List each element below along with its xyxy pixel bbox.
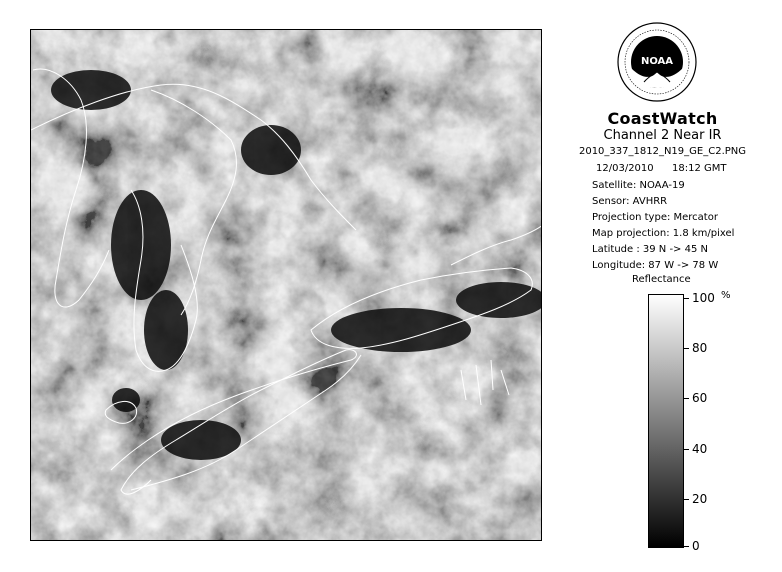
- satellite-line: Satellite: NOAA-19: [592, 180, 685, 191]
- colorbar-tick-label: 0: [692, 539, 700, 553]
- colorbar-tick: [684, 298, 689, 299]
- file-name: 2010_337_1812_N19_GE_C2.PNG: [578, 146, 747, 157]
- map-projection-line: Map projection: 1.8 km/pixel: [592, 228, 735, 239]
- longitude-line: Longitude: 87 W -> 78 W: [592, 260, 719, 271]
- colorbar-tick: [684, 546, 689, 547]
- latitude-line: Latitude : 39 N -> 45 N: [592, 244, 708, 255]
- projection-type-line: Projection type: Mercator: [592, 212, 718, 223]
- sensor-line: Sensor: AVHRR: [592, 196, 668, 207]
- colorbar-tick: [684, 499, 689, 500]
- colorbar-tick-label: 60: [692, 391, 708, 405]
- colorbar-tick: [684, 398, 689, 399]
- colorbar-title: Reflectance: [632, 274, 691, 285]
- date-value: 12/03/2010: [596, 163, 654, 174]
- channel-label: Channel 2 Near IR: [603, 128, 722, 143]
- time-value: 18:12 GMT: [672, 163, 727, 174]
- colorbar-tick-label: 40: [692, 442, 708, 456]
- colorbar-tick: [684, 449, 689, 450]
- colorbar: [648, 294, 684, 548]
- colorbar-tick: [684, 348, 689, 349]
- colorbar-tick-label: 100: [692, 291, 715, 305]
- colorbar-unit: %: [721, 290, 731, 301]
- brand-title: CoastWatch: [607, 109, 718, 128]
- colorbar-tick-label: 20: [692, 492, 708, 506]
- satellite-map: [30, 29, 542, 541]
- colorbar-tick-label: 80: [692, 341, 708, 355]
- logo-text: NOAA: [640, 56, 674, 67]
- noaa-logo: [616, 20, 698, 110]
- satellite-image: [31, 30, 542, 541]
- date-time: [596, 163, 727, 174]
